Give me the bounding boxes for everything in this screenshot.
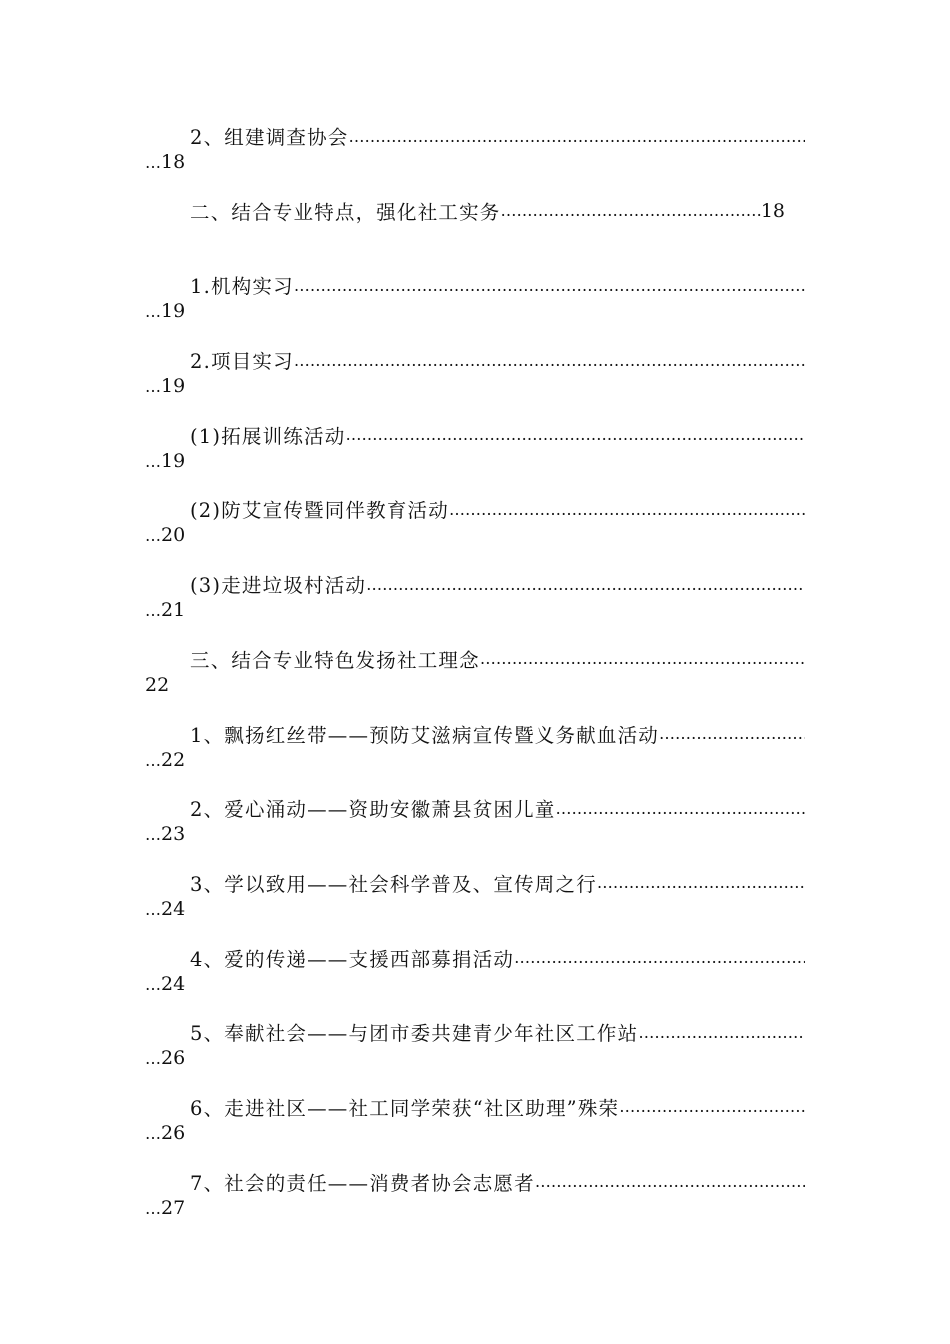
toc-entry (145, 121, 805, 196)
toc-entry-line (190, 644, 805, 674)
toc-entry-page: …19 (145, 449, 186, 472)
toc-entry-title: (3)走进垃圾村活动 (190, 574, 367, 598)
toc-entry-title: (2)防艾宣传暨同伴教育活动 (190, 499, 449, 523)
toc-entry-line (190, 1167, 805, 1197)
toc-entry-page: …19 (145, 300, 186, 323)
toc-entry-line (190, 121, 805, 151)
toc-leader-dots (349, 127, 805, 146)
toc-entry-line (190, 494, 805, 524)
toc-entry (145, 719, 805, 794)
toc-entry (145, 793, 805, 868)
page-number: 19 (161, 375, 186, 398)
toc-entry-page: …23 (145, 823, 186, 846)
toc-leader-dots (480, 649, 805, 668)
page-number: 21 (161, 599, 186, 622)
toc-leader-dots (501, 201, 761, 220)
toc-entry (145, 420, 805, 495)
toc-entry-page: …20 (145, 524, 186, 547)
toc-entry (145, 644, 805, 719)
toc-entry-line (190, 196, 785, 226)
page-number: 24 (161, 897, 186, 920)
toc-entry-line (190, 270, 805, 300)
toc-leader-dots (449, 500, 805, 519)
toc-entry-title: 1.机构实习 (190, 275, 294, 299)
toc-entry-title: 2、爱心涌动——资助安徽萧县贫困儿童 (190, 798, 556, 822)
toc-entry (145, 868, 805, 943)
toc-leader-dots (556, 799, 805, 818)
toc-entry-title: 二、结合专业特点，强化社工实务 (190, 200, 501, 224)
toc-entry-page: …24 (145, 897, 186, 920)
page-number: 22 (161, 748, 186, 771)
toc-entry-line (190, 345, 805, 375)
toc-leader-dots (294, 351, 805, 370)
toc-entry-page: …27 (145, 1196, 186, 1219)
toc-entry (145, 943, 805, 1018)
table-of-contents (145, 121, 805, 1241)
toc-entry (145, 196, 805, 271)
page-number: 18 (760, 199, 785, 222)
toc-entry-title: 4、爱的传递——支援西部募捐活动 (190, 947, 515, 971)
page-number: 24 (161, 972, 186, 995)
toc-entry-line (190, 719, 805, 749)
toc-entry-page: …21 (145, 599, 186, 622)
toc-entry-page: …24 (145, 972, 186, 995)
page-number: 22 (145, 673, 170, 696)
toc-entry-page: …26 (145, 1047, 186, 1070)
toc-entry-title: 1、飘扬红丝带——预防艾滋病宣传暨义务献血活动 (190, 723, 660, 747)
toc-entry (145, 1017, 805, 1092)
toc-entry-title: (1)拓展训练活动 (190, 424, 346, 448)
toc-entry-title: 2、组建调查协会 (190, 126, 349, 149)
toc-leader-dots (638, 1023, 805, 1042)
toc-entry-title: 三、结合专业特色发扬社工理念 (190, 648, 480, 672)
toc-entry-page (145, 671, 169, 699)
toc-entry-page: …19 (145, 375, 186, 398)
toc-entry-line (190, 1092, 805, 1122)
toc-entry-line (190, 793, 805, 823)
page-number: 26 (161, 1047, 186, 1070)
toc-entry-title: 5、奉献社会——与团市委共建青少年社区工作站 (190, 1022, 639, 1046)
page-number: 20 (161, 524, 186, 547)
toc-entry (145, 494, 805, 569)
page-number: 26 (161, 1121, 186, 1144)
toc-entry-title: 7、社会的责任——消费者协会志愿者 (190, 1171, 535, 1195)
toc-entry-line (190, 420, 805, 450)
toc-entry (145, 569, 805, 644)
toc-leader-dots (294, 276, 805, 295)
toc-entry-line (190, 943, 805, 973)
toc-entry-page: …18 (145, 151, 186, 173)
page-number: 18 (161, 151, 186, 173)
toc-leader-dots (659, 724, 805, 743)
toc-entry-title: 2.项目实习 (190, 350, 294, 374)
toc-entry (145, 1167, 805, 1242)
toc-leader-dots (619, 1097, 805, 1116)
toc-entry-line (190, 868, 805, 898)
toc-entry-page: …26 (145, 1121, 186, 1144)
toc-leader-dots (535, 1172, 805, 1191)
toc-leader-dots (366, 575, 805, 594)
page-number: 27 (161, 1196, 186, 1219)
toc-leader-dots (597, 873, 805, 892)
toc-entry (145, 1092, 805, 1167)
toc-entry-title: 3、学以致用——社会科学普及、宣传周之行 (190, 872, 597, 896)
page-number: 23 (161, 823, 186, 846)
toc-entry-line (190, 569, 805, 599)
toc-entry-line (190, 1017, 805, 1047)
toc-leader-dots (514, 948, 805, 967)
toc-entry-title: 6、走进社区——社工同学荣获“社区助理”殊荣 (190, 1096, 620, 1120)
page-number: 19 (161, 300, 186, 323)
toc-entry (145, 270, 805, 345)
toc-entry-page: …22 (145, 748, 186, 771)
toc-leader-dots (345, 425, 805, 444)
toc-entry (145, 345, 805, 420)
page-number: 19 (161, 449, 186, 472)
